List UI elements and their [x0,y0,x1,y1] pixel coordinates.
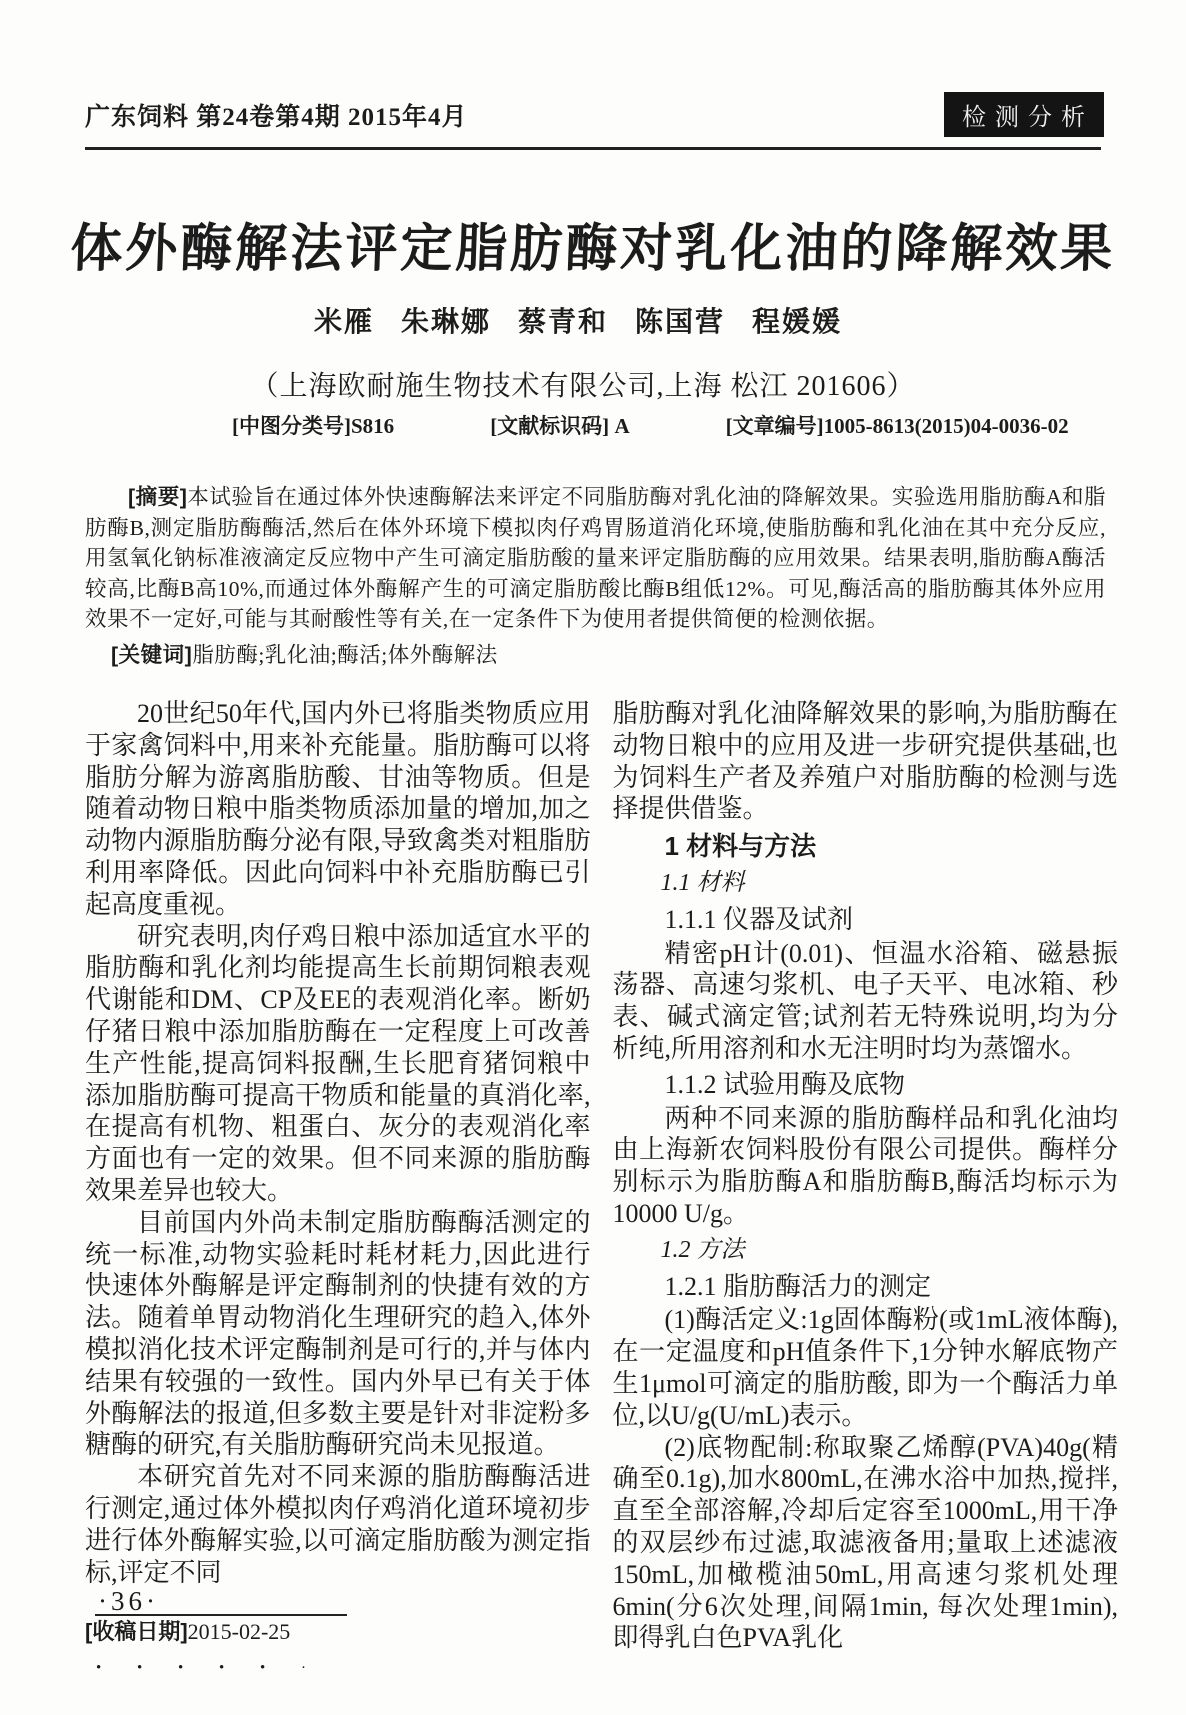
meta-article-id [726,410,1069,440]
paragraph-enzymes: 两种不同来源的脂肪酶样品和乳化油均由上海新农饲料股份有限公司提供。酶样分别标示为脂肪酶A和脂肪酶B,酶活均标示为10000 U/g。 [612,1103,1118,1228]
meta-doc-code [490,410,629,440]
meta-clc-label: [中图分类号] [232,414,351,438]
received-date-value: 2015-02-25 [187,1619,291,1645]
keywords [85,638,1106,669]
meta-doc-code-label: [文献标识码] [490,414,610,438]
meta-doc-code-value: A [609,414,630,438]
affiliation: （上海欧耐施生物技术有限公司,上海 松江 201606） [250,371,916,402]
article-meta [232,410,1069,440]
journal-issue-info: 广东饲料 第24卷第4期 2015年4月 [85,103,468,131]
paragraph-intro-3: 目前国内外尚未制定脂肪酶酶活测定的统一标准,动物实验耗时耗材耗力,因此进行快速体外酶解是评定酶制剂的快捷有效的方法。随着单胃动物消化生理研究的趋入,体外模拟消化技术评定酶制剂是可行的,并与体内结果有较强的一致性。国内外早已有关于体外酶解法的报道,但多数主要是针对非淀粉多糖酶的研究,有关脂肪酶研究尚未见报道。 [85,1207,591,1460]
article-title: 体外酶解法评定脂肪酶对乳化油的降解效果 [69,221,1117,278]
abstract-label: [摘要] [128,485,188,509]
heading-methods: 1.2 方法 [660,1236,745,1263]
received-date [85,1616,591,1648]
keywords-label: [关键词] [111,643,193,667]
paragraph-activity-definition: (1)酶活定义:1g固体酶粉(或1mL液体酶),在一定温度和pH值条件下,1分钟水解底物产生1μmol可滴定的脂肪酸, 即为一个酶活力单位,以U/g(U/mL)表示。 [612,1305,1118,1430]
meta-clc [232,410,394,440]
heading-materials-methods: 1 材料与方法 [664,831,817,862]
abstract [85,482,1106,635]
header-divider [85,147,1101,150]
paragraph-intro-1: 20世纪50年代,国内外已将脂类物质应用于家禽饲料中,用来补充能量。脂肪酶可以将脂肪分解为游离脂肪酸、甘油等物质。但是随着动物日粮中脂类物质添加量的增加,加之动物内源脂肪酶分泌有限,导致禽类对粗脂肪利用率降低。因此向饲料中补充脂肪酶已引起高度重视。 [85,699,591,919]
meta-article-id-label: [文章编号] [725,414,824,438]
body-columns [85,698,1118,1655]
abstract-text: 本试验旨在通过体外快速酶解法来评定不同脂肪酶对乳化油的降解效果。实验选用脂肪酶A和脂肪酶B,测定脂肪酶酶活,然后在体外环境下模拟肉仔鸡胃肠道消化环境,使脂肪酶和乳化油在其中充分反应,用氢氧化钠标准液滴定反应物中产生可滴定脂肪酸的量来评定脂肪酶的应用效果。结果表明,脂肪酶A酶活较高,比酶B高10%,而通过体外酶解产生的可滴定脂肪酸比酶B组低12%。可见,酶活高的脂肪酶其体外应用效果不一定好,可能与其耐酸性等有关,在一定条件下为使用者提供简便的检测依据。 [85,485,1107,631]
paragraph-intro-continued: 脂肪酶对乳化油降解效果的影响,为脂肪酶在动物日粮中的应用及进一步研究提供基础,也为饲料生产者及养殖户对脂肪酶的检测与选择提供借鉴。 [612,699,1118,824]
paragraph-intro-4: 本研究首先对不同来源的脂肪酶酶活进行测定,通过体外模拟肉仔鸡消化道环境初步进行体外酶解实验,以可滴定脂肪酸为测定指标,评定不同 [85,1462,591,1587]
heading-lipase-activity: 1.2.1 脂肪酶活力的测定 [664,1271,932,1301]
page-number: ·36· [98,1586,159,1616]
meta-clc-value: S816 [351,414,395,438]
heading-enzymes-substrate: 1.1.2 试验用酶及底物 [664,1069,906,1099]
paragraph-substrate-preparation: (2)底物配制:称取聚乙烯醇(PVA)40g(精确至0.1g),加水800mL,在沸水浴中加热,搅拌,直至全部溶解,冷却后定容至1000mL,用干净的双层纱布过滤,取滤液备用;量取上述滤液150mL,加橄榄油50mL,用高速匀浆机处理6min(分6次处理,间隔1min, 每次处理1min), 即得乳白色PVA乳化 [612,1432,1118,1653]
paragraph-instruments: 精密pH计(0.01)、恒温水浴箱、磁悬振荡器、高速匀浆机、电子天平、电冰箱、秒表、碱式滴定管;试剂若无特殊说明,均为分析纯,所用溶剂和水无注明时均为蒸馏水。 [612,938,1118,1063]
keywords-text: 脂肪酶;乳化油;酶活;体外酶解法 [192,643,498,667]
paragraph-intro-2: 研究表明,肉仔鸡日粮中添加适宜水平的脂肪酶和乳化剂均能提高生长前期饲粮表观代谢能和DM、CP及EE的表观消化率。断奶仔猪日粮中添加脂肪酶在一定程度上可改善生产性能,提高饲料报酬,生长肥育猪饲粮中添加脂肪酶可提高干物质和能量的真消化率,在提高有机物、粗蛋白、灰分的表观消化率方面也有一定的效果。但不同来源的脂肪酶效果差异也较大。 [85,921,591,1205]
heading-materials: 1.1 材料 [660,869,745,896]
section-badge: 检测分析 [944,92,1104,137]
received-date-label: [收稿日期] [85,1619,188,1645]
author-list: 米雁 朱琳娜 蔡青和 陈国营 程媛媛 [313,307,842,338]
meta-article-id-value: 1005-8613(2015)04-0036-02 [823,414,1069,438]
right-column [613,698,1119,1655]
page-header [85,92,1104,137]
left-column [85,698,591,1655]
heading-instruments-reagents: 1.1.1 仪器及试剂 [664,904,854,934]
binding-dots: • • • • • · [96,1660,323,1676]
